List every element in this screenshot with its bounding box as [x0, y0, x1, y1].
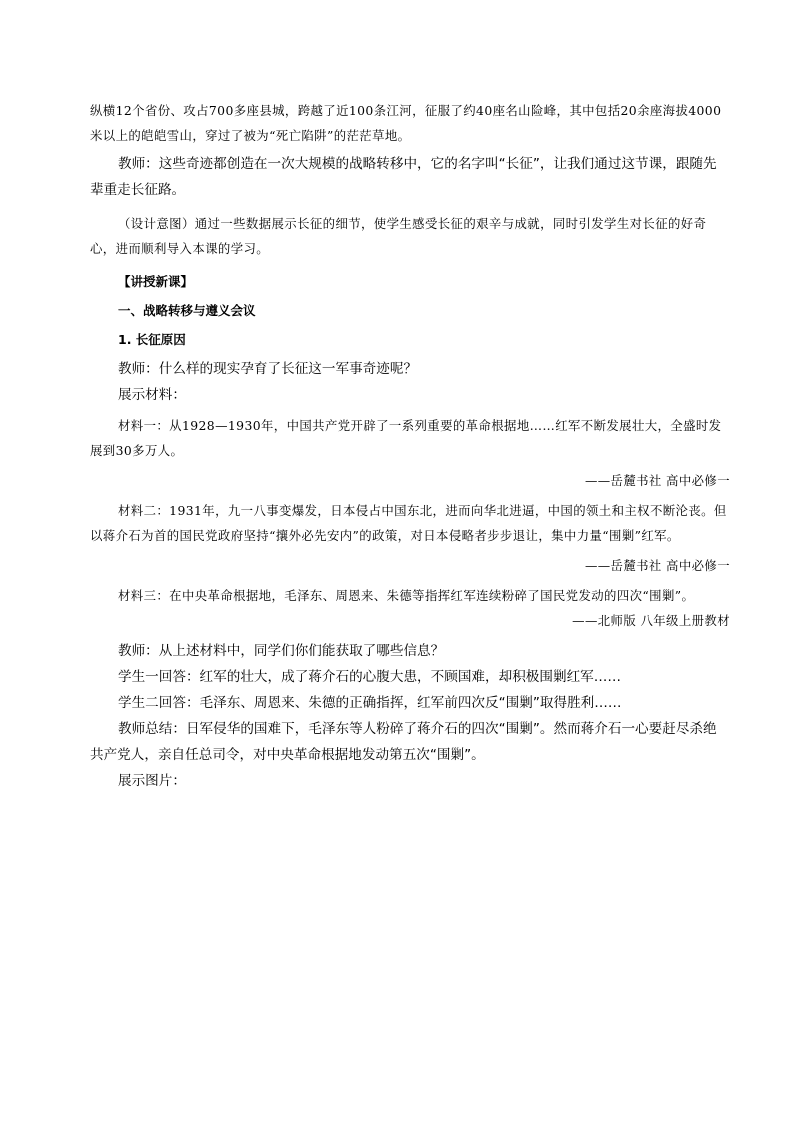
section-heading: 【讲授新课】 [118, 274, 194, 289]
material-three: 材料三：在中央革命根据地，毛泽东、周恩来、朱德等指挥红军连续粉碎了国民党发动的四次“围剿”。 [118, 588, 695, 603]
sub-heading-long-march-causes: 1. 长征原因 [118, 332, 186, 347]
sub-heading-strategic-transfer: 一、战略转移与遵义会议 [118, 303, 256, 318]
material-two: 材料二：1931年，九一八事变爆发，日本侵占中国东北，进而向华北进逼，中国的领土和主权不断沦丧。但以蒋介石为首的国民党政府坚持“攘外必先安内”的政策，对日本侵略者步步退让，集中力量“围剿”红军。 [90, 503, 727, 543]
material-one: 材料一：从1928—1930年，中国共产党开辟了一系列重要的革命根据地……红军不断发展壮大，全盛时发展到30多万人。 [90, 418, 722, 458]
student-one-answer: 学生一回答：红军的壮大，成了蒋介石的心腹大患，不顾国难，却积极围剿红军…… [118, 669, 621, 685]
student-two-answer: 学生二回答：毛泽东、周恩来、朱德的正确指挥，红军前四次反“围剿”取得胜利…… [118, 695, 622, 711]
teacher-info-question: 教师：从上述材料中，同学们你们能获取了哪些信息？ [118, 643, 445, 659]
material-two-source: ——岳麓书社 高中必修一 [584, 558, 730, 573]
material-one-source: ——岳麓书社 高中必修一 [584, 473, 730, 488]
intro-paragraph-continued: 纵横12个省份、攻占700多座县城，跨越了近100条江河，征服了约40座名山险峰，其中包括20余座海拔4000米以上的皑皑雪山，穿过了被为“死亡陷阱”的茫茫草地。 [90, 103, 722, 143]
teacher-question-paragraph: 教师：什么样的现实孕育了长征这一军事奇迹呢？ [118, 361, 418, 377]
teacher-summary-paragraph: 教师总结：日军侵华的国难下，毛泽东等人粉碎了蒋介石的四次“围剿”。然而蒋介石一心要赶尽杀绝共产党人，亲自任总司令，对中央革命根据地发动第五次“围剿”。 [90, 721, 717, 763]
design-intent-paragraph: （设计意图）通过一些数据展示长征的细节，使学生感受长征的艰辛与成就，同时引发学生对长征的好奇心，进而顺利导入本课的学习。 [90, 216, 707, 256]
material-three-source: ——北师版 八年级上册教材 [572, 613, 730, 628]
document-body [90, 98, 730, 794]
show-material-label: 展示材料： [118, 387, 186, 403]
show-picture-label: 展示图片： [118, 773, 186, 789]
teacher-intro-paragraph: 教师：这些奇迹都创造在一次大规模的战略转移中，它的名字叫“长征”，让我们通过这节课，跟随先辈重走长征路。 [90, 156, 717, 198]
